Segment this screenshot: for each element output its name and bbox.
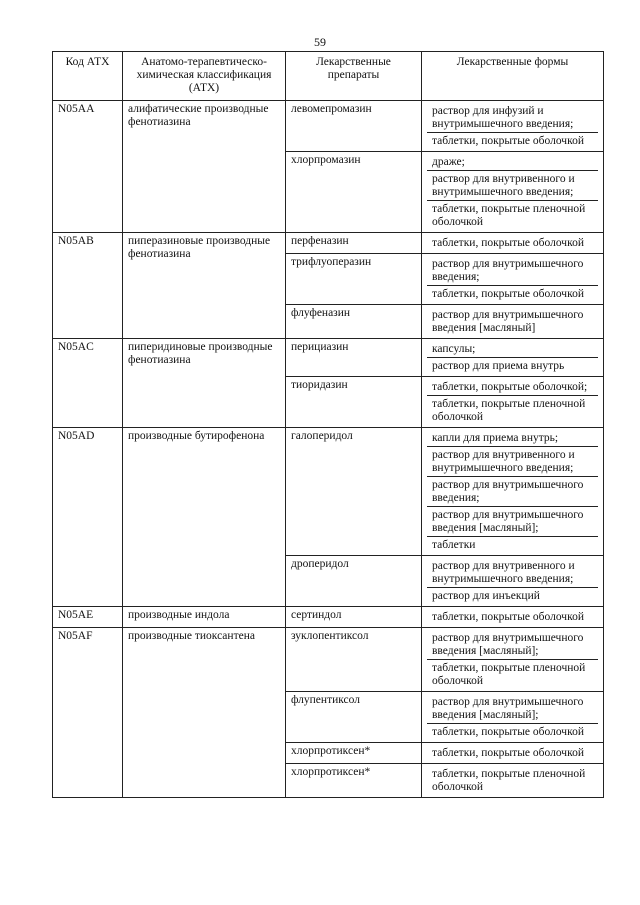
dosage-form-item: таблетки, покрытые оболочкой — [432, 288, 584, 300]
dosage-form-item: таблетки, покрытые оболочкой — [432, 726, 584, 738]
classification-cell: пиперидиновые производные фенотиазина — [123, 339, 286, 428]
dosage-form-item: капсулы; — [427, 341, 598, 358]
dosage-form-item: раствор для внутривенного и внутримышечного введения; — [427, 447, 598, 477]
classification-cell: производные тиоксантена — [123, 628, 286, 798]
table-header-row — [53, 52, 604, 101]
drug-name-cell: сертиндол — [286, 607, 422, 628]
atc-code-cell: N05AD — [53, 428, 123, 607]
table-row — [53, 607, 604, 628]
dosage-form-item: раствор для внутримышечного введения; — [427, 256, 598, 286]
dosage-forms-cell — [422, 764, 604, 798]
table-body — [53, 101, 604, 798]
dosage-form-item: раствор для внутримышечного введения; — [427, 477, 598, 507]
drug-name-cell: хлорпротиксен* — [286, 764, 422, 798]
dosage-form-item: таблетки, покрытые оболочкой — [432, 135, 584, 147]
dosage-forms-cell — [422, 339, 604, 377]
classification-cell: алифатические производные фенотиазина — [123, 101, 286, 233]
drug-name-cell: левомепромазин — [286, 101, 422, 152]
dosage-form-item: раствор для внутривенного и внутримышечного введения; — [427, 558, 598, 588]
dosage-form-item: таблетки, покрытые оболочкой — [432, 747, 584, 759]
dosage-form-item: капли для приема внутрь; — [427, 430, 598, 447]
drug-name-cell: зуклопентиксол — [286, 628, 422, 692]
header-classification: Анатомо-терапевтическо-химическая классификация (АТХ) — [123, 52, 286, 101]
dosage-forms-cell — [422, 254, 604, 305]
table-row — [53, 628, 604, 692]
dosage-forms-cell — [422, 152, 604, 233]
table-row — [53, 339, 604, 377]
drug-name-cell: дроперидол — [286, 556, 422, 607]
dosage-forms-cell — [422, 743, 604, 764]
atc-drug-table — [52, 51, 604, 798]
drug-name-cell: флупентиксол — [286, 692, 422, 743]
atc-code-cell: N05AC — [53, 339, 123, 428]
dosage-form-item: таблетки, покрытые пленочной оболочкой — [432, 398, 586, 423]
drug-name-cell: галоперидол — [286, 428, 422, 556]
atc-code-cell: N05AF — [53, 628, 123, 798]
dosage-forms-cell — [422, 692, 604, 743]
header-drugs: Лекарственные препараты — [286, 52, 422, 101]
dosage-forms-cell — [422, 607, 604, 628]
dosage-form-item: таблетки, покрытые оболочкой; — [427, 379, 598, 396]
dosage-forms-cell — [422, 556, 604, 607]
dosage-forms-cell — [422, 101, 604, 152]
atc-code-cell: N05AB — [53, 233, 123, 339]
atc-code-cell: N05AE — [53, 607, 123, 628]
dosage-forms-cell — [422, 305, 604, 339]
drug-name-cell: флуфеназин — [286, 305, 422, 339]
drug-name-cell: тиоридазин — [286, 377, 422, 428]
dosage-form-item: таблетки, покрытые пленочной оболочкой — [432, 768, 586, 793]
drug-name-cell: перфеназин — [286, 233, 422, 254]
dosage-forms-cell — [422, 377, 604, 428]
dosage-form-item: таблетки — [432, 539, 476, 551]
page-number: 59 — [314, 35, 326, 49]
dosage-forms-cell — [422, 233, 604, 254]
dosage-form-item: раствор для инфузий и внутримышечного введения; — [427, 103, 598, 133]
drug-name-cell: хлорпротиксен* — [286, 743, 422, 764]
dosage-form-item: раствор для внутримышечного введения [масляный]; — [427, 630, 598, 660]
atc-code-cell: N05AA — [53, 101, 123, 233]
classification-cell: производные индола — [123, 607, 286, 628]
dosage-form-item: таблетки, покрытые оболочкой — [432, 237, 584, 249]
dosage-form-item: раствор для инъекций — [432, 590, 540, 602]
dosage-form-item: раствор для приема внутрь — [432, 360, 565, 372]
dosage-form-item: раствор для внутримышечного введения [масляный]; — [427, 694, 598, 724]
classification-cell: производные бутирофенона — [123, 428, 286, 607]
dosage-form-item: раствор для внутримышечного введения [масляный]; — [427, 507, 598, 537]
classification-cell: пиперазиновые производные фенотиазина — [123, 233, 286, 339]
table-row — [53, 233, 604, 254]
dosage-forms-cell — [422, 428, 604, 556]
dosage-form-item: таблетки, покрытые пленочной оболочкой — [432, 203, 586, 228]
table-row — [53, 428, 604, 556]
drug-name-cell: перициазин — [286, 339, 422, 377]
header-forms: Лекарственные формы — [422, 52, 604, 101]
dosage-form-item: раствор для внутривенного и внутримышечного введения; — [427, 171, 598, 201]
dosage-form-item: раствор для внутримышечного введения [масляный] — [432, 309, 584, 334]
dosage-form-item: драже; — [427, 154, 598, 171]
drug-name-cell: трифлуоперазин — [286, 254, 422, 305]
table-row — [53, 101, 604, 152]
dosage-forms-cell — [422, 628, 604, 692]
dosage-form-item: таблетки, покрытые оболочкой — [432, 611, 584, 623]
header-code: Код АТХ — [53, 52, 123, 101]
drug-name-cell: хлорпромазин — [286, 152, 422, 233]
dosage-form-item: таблетки, покрытые пленочной оболочкой — [432, 662, 586, 687]
